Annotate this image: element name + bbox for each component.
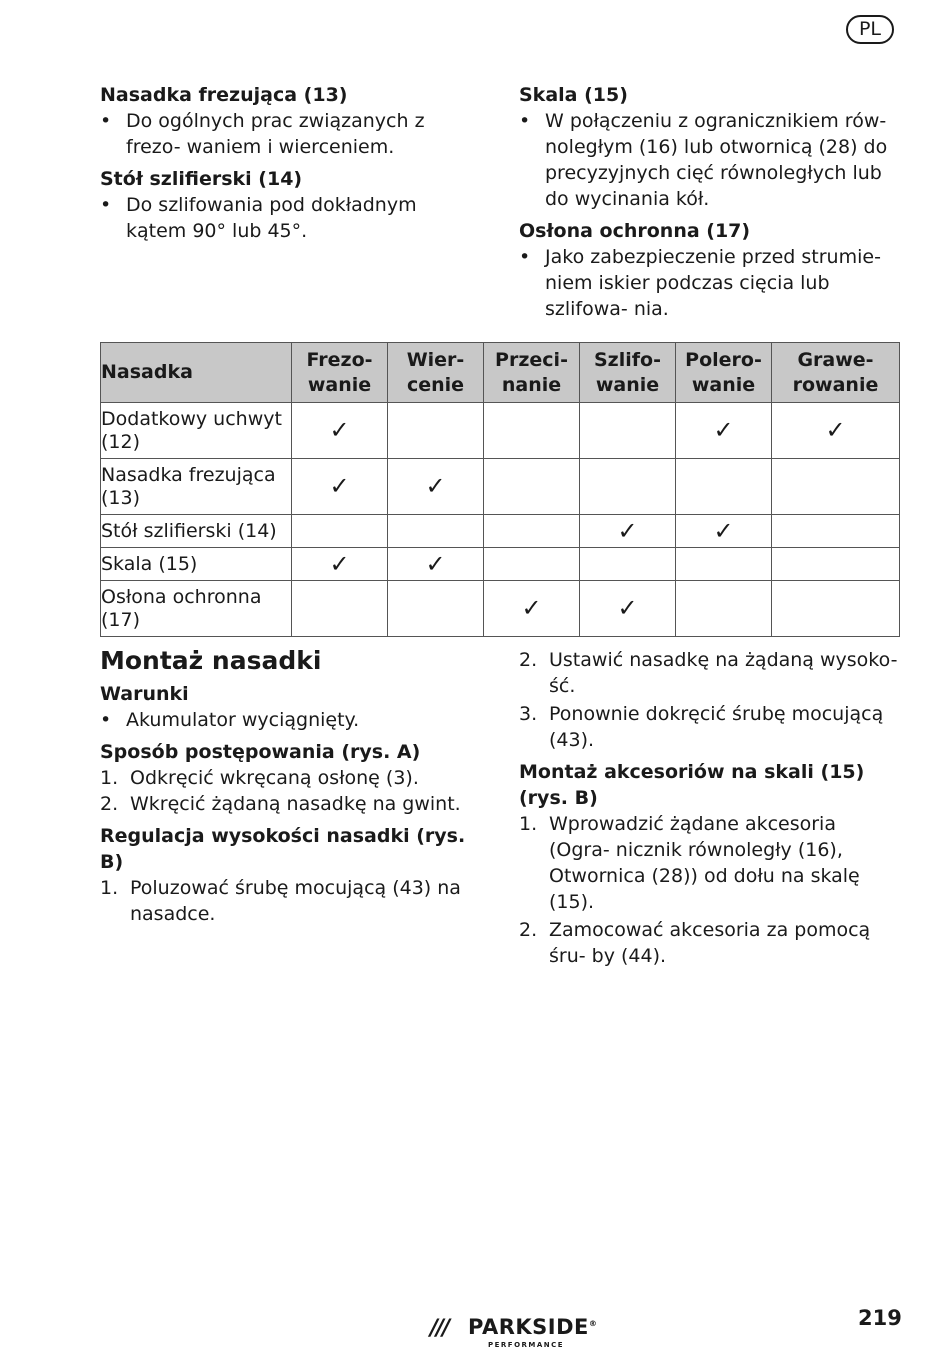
page-number: 219	[858, 1306, 902, 1330]
table-cell	[580, 548, 676, 581]
heading-procedure: Sposób postępowania (rys. A)	[100, 741, 421, 763]
list-item: 2. Ustawić nasadkę na żądaną wysoko- ść.	[519, 649, 898, 697]
table-cell	[676, 459, 772, 515]
section-scale	[519, 82, 899, 322]
heading-scale: Skala (15)	[519, 84, 628, 106]
list-item: • Akumulator wyciągnięty.	[100, 709, 360, 731]
heading-scale-accessories: Montaż akcesoriów na skali (15) (rys. B)	[519, 761, 865, 809]
checkmark-icon: ✓	[580, 515, 676, 548]
table-cell	[772, 459, 900, 515]
logo-subtitle: PERFORMANCE	[488, 1341, 565, 1349]
table-cell	[388, 581, 484, 637]
checkmark-icon: ✓	[292, 403, 388, 459]
section-mounting-continued	[519, 647, 899, 969]
heading-conditions: Warunki	[100, 683, 189, 705]
table-row	[101, 459, 900, 515]
table-cell	[580, 459, 676, 515]
heading-mounting-attachment: Montaż nasadki	[100, 646, 322, 675]
column-header: Frezo- wanie	[292, 343, 388, 403]
table-cell	[388, 515, 484, 548]
table-cell	[676, 581, 772, 637]
heading-height-adjustment: Regulacja wysokości nasadki (rys. B)	[100, 825, 466, 873]
row-label: Nasadka frezująca (13)	[101, 459, 292, 515]
list-item: • Do ogólnych prac związanych z frezo- waniem i wierceniem.	[100, 110, 425, 158]
checkmark-icon: ✓	[292, 548, 388, 581]
column-header: Nasadka	[101, 343, 292, 403]
checkmark-icon: ✓	[772, 403, 900, 459]
table-row	[101, 515, 900, 548]
row-label: Stół szlifierski (14)	[101, 515, 292, 548]
table-row	[101, 548, 900, 581]
list-item: 1. Wprowadzić żądane akcesoria (Ogra- nicznik równoległy (16), Otwornica (28)) od dołu na skalę (15).	[519, 813, 860, 913]
table-cell	[772, 581, 900, 637]
table-cell	[772, 515, 900, 548]
table-cell	[292, 581, 388, 637]
table-row	[101, 403, 900, 459]
checkmark-icon: ✓	[580, 581, 676, 637]
column-header: Grawe- rowanie	[772, 343, 900, 403]
logo-brand: PARKSIDE	[468, 1315, 589, 1339]
table-row	[101, 581, 900, 637]
list-item: • W połączeniu z ogranicznikiem rów- noległym (16) lub otwornicą (28) do precyzyjnych cięć równoległych lub do wycinania kół.	[519, 110, 888, 210]
heading-milling-attachment: Nasadka frezująca (13)	[100, 84, 348, 106]
table-cell	[388, 403, 484, 459]
bullet-icon: •	[100, 709, 112, 731]
row-label: Osłona ochronna (17)	[101, 581, 292, 637]
table-header-row	[101, 343, 900, 403]
checkmark-icon: ✓	[676, 515, 772, 548]
bullet-icon: •	[519, 110, 531, 132]
language-badge: PL	[846, 15, 894, 44]
list-item: 2. Zamocować akcesoria za pomocą śru- by (44).	[519, 919, 871, 967]
bullet-icon: •	[100, 194, 112, 216]
table-cell	[292, 515, 388, 548]
checkmark-icon: ✓	[676, 403, 772, 459]
table-cell	[484, 459, 580, 515]
checkmark-icon: ✓	[484, 581, 580, 637]
list-item: 2. Wkręcić żądaną nasadkę na gwint.	[100, 793, 461, 815]
row-label: Dodatkowy uchwyt (12)	[101, 403, 292, 459]
column-header: Wier- cenie	[388, 343, 484, 403]
checkmark-icon: ✓	[388, 459, 484, 515]
table-cell	[484, 548, 580, 581]
column-header: Przeci- nanie	[484, 343, 580, 403]
heading-sanding-table: Stół szlifierski (14)	[100, 168, 303, 190]
table-cell	[580, 403, 676, 459]
table-cell	[484, 515, 580, 548]
row-label: Skala (15)	[101, 548, 292, 581]
bullet-icon: •	[519, 246, 531, 268]
list-item: • Do szlifowania pod dokładnym kątem 90° lub 45°.	[100, 194, 417, 242]
table-cell	[676, 548, 772, 581]
bullet-icon: •	[100, 110, 112, 132]
section-milling-attachment	[100, 82, 480, 244]
logo-slashes-icon: ///	[430, 1316, 449, 1341]
attachment-usage-table	[100, 342, 900, 637]
checkmark-icon: ✓	[292, 459, 388, 515]
list-item: • Jako zabezpieczenie przed strumie- niem iskier podczas cięcia lub szlifowa- nia.	[519, 246, 881, 320]
list-item: 1. Odkręcić wkręcaną osłonę (3).	[100, 767, 419, 789]
list-item: 3. Ponownie dokręcić śrubę mocującą (43).	[519, 703, 884, 751]
checkmark-icon: ✓	[388, 548, 484, 581]
column-header: Szlifo- wanie	[580, 343, 676, 403]
table-cell	[772, 548, 900, 581]
heading-protective-cover: Osłona ochronna (17)	[519, 220, 751, 242]
table-cell	[484, 403, 580, 459]
list-item: 1. Poluzować śrubę mocującą (43) na nasadce.	[100, 877, 461, 925]
section-mounting	[100, 645, 480, 927]
column-header: Polero- wanie	[676, 343, 772, 403]
